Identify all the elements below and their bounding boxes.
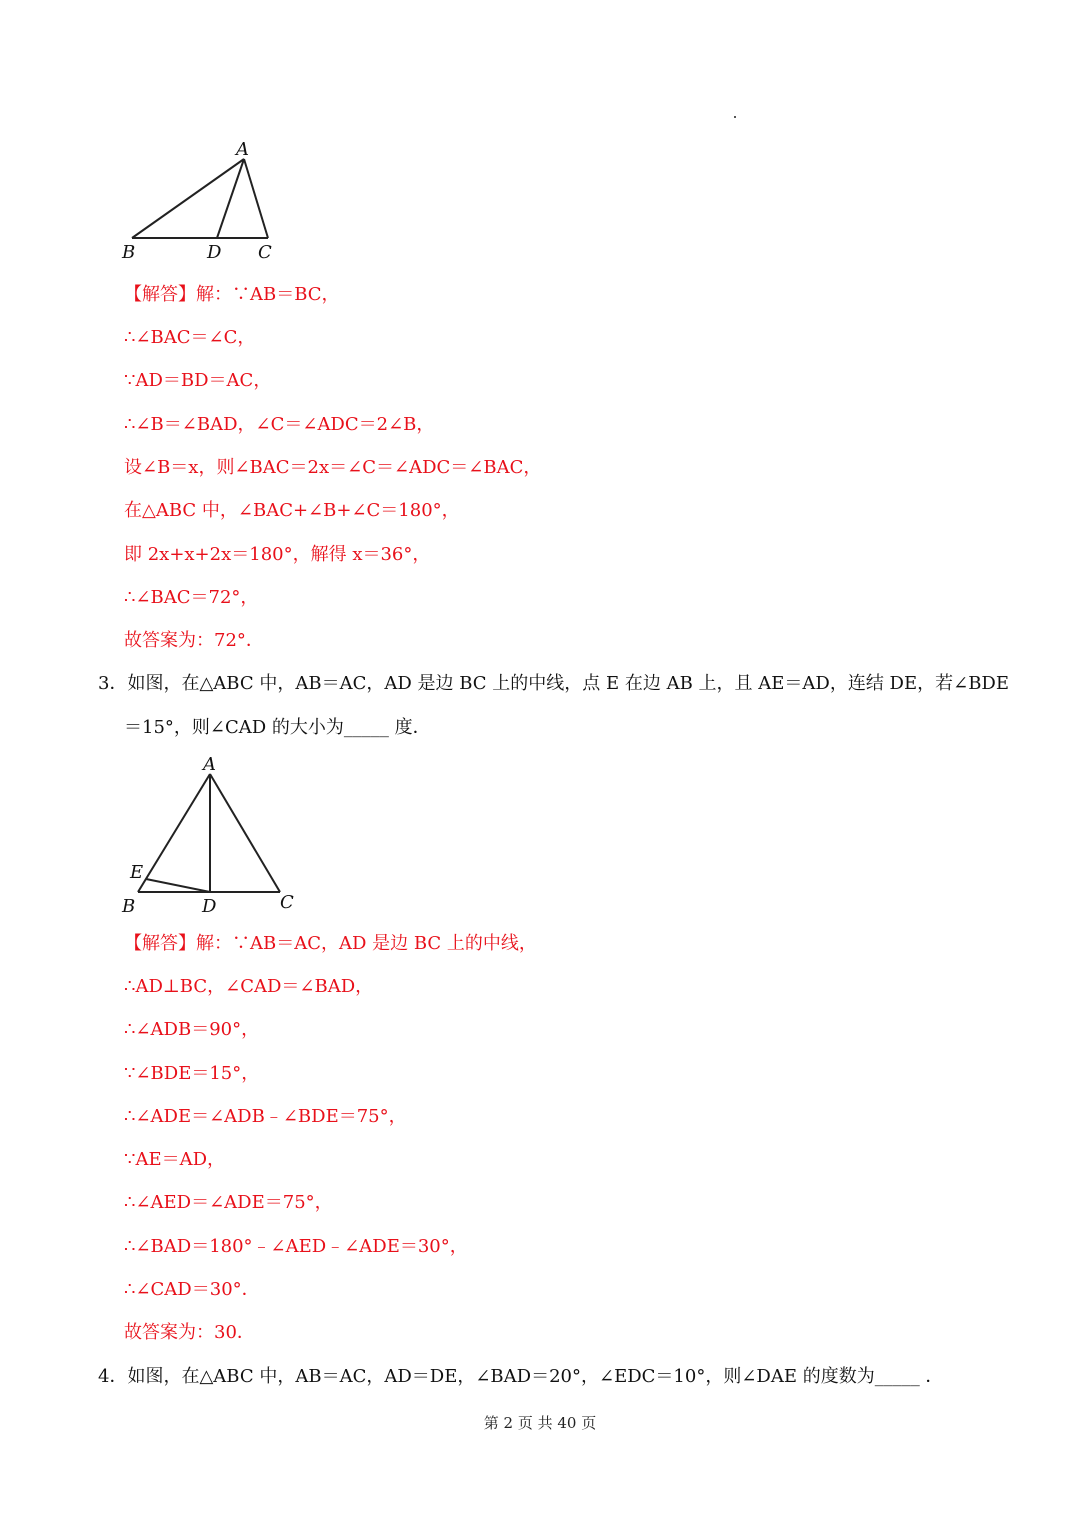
- stray-dot: [734, 116, 736, 118]
- question-3-line1: 3．如图，在△ABC 中，AB＝AC，AD 是边 BC 上的中线，点 E 在边 AB 上，且 AE＝AD，连结 DE，若∠BDE: [98, 673, 1009, 694]
- fig1-label-a: A: [236, 139, 249, 160]
- fig2-label-c: C: [280, 892, 294, 913]
- solution-2-line: 即 2x+x+2x＝180°，解得 x＝36°，: [124, 544, 431, 565]
- question-3-text: ＝15°，则∠CAD 的大小为: [124, 717, 344, 738]
- solution-2-line: ∵AD＝BD＝AC，: [124, 370, 272, 391]
- answer-blank: _____: [874, 1366, 920, 1387]
- fig2-label-e: E: [130, 862, 144, 883]
- solution-2-line: 设∠B＝x，则∠BAC＝2x＝∠C＝∠ADC＝∠BAC，: [124, 457, 542, 478]
- question-3-unit: 度．: [388, 717, 431, 738]
- solution-2-line: ∴∠BAC＝∠C，: [124, 327, 256, 348]
- question-4-end: ．: [919, 1366, 944, 1387]
- fig2-label-b: B: [122, 896, 136, 917]
- answer-blank: _____: [343, 717, 389, 738]
- solution-2-line: 故答案为：72°．: [124, 630, 264, 651]
- fig1-label-d: D: [207, 242, 222, 263]
- solution-2-line: 【解答】解：∵AB＝BC，: [124, 284, 340, 305]
- solution-3-line: ∴∠BAD＝180°﹣∠AED﹣∠ADE＝30°，: [124, 1236, 468, 1257]
- solution-2-line: ∴∠B＝∠BAD，∠C＝∠ADC＝2∠B，: [124, 414, 435, 435]
- question-4-text: 4．如图，在△ABC 中，AB＝AC，AD＝DE，∠BAD＝20°，∠EDC＝10°，则∠DAE 的度数为: [98, 1366, 875, 1387]
- solution-2-line: ∴∠BAC＝72°，: [124, 587, 259, 608]
- solution-3-line: ∴AD⊥BC，∠CAD＝∠BAD，: [124, 976, 374, 997]
- solution-2-line: 在△ABC 中，∠BAC+∠B+∠C＝180°，: [124, 500, 460, 521]
- solution-3-line: ∴∠ADB＝90°，: [124, 1019, 260, 1040]
- fig1-label-b: B: [122, 242, 136, 263]
- page-footer: 第 2 页 共 40 页: [483, 1414, 597, 1432]
- question-4: [98, 1365, 943, 1389]
- figure-triangle-abc-1: [118, 136, 288, 264]
- fig2-label-d: D: [202, 896, 217, 917]
- solution-3-line: 故答案为：30．: [124, 1322, 255, 1343]
- question-3-line2: [124, 716, 431, 740]
- figure-triangle-abc-2: [118, 752, 308, 922]
- fig1-label-c: C: [258, 242, 272, 263]
- solution-3-line: ∴∠CAD＝30°．: [124, 1279, 260, 1300]
- solution-3-line: 【解答】解：∵AB＝AC，AD 是边 BC 上的中线，: [124, 933, 537, 954]
- solution-3-line: ∴∠ADE＝∠ADB﹣∠BDE＝75°，: [124, 1106, 407, 1127]
- solution-3-line: ∵AE＝AD，: [124, 1149, 226, 1170]
- solution-3-line: ∴∠AED＝∠ADE＝75°，: [124, 1192, 333, 1213]
- fig2-label-a: A: [203, 754, 216, 775]
- solution-3-line: ∵∠BDE＝15°，: [124, 1063, 260, 1084]
